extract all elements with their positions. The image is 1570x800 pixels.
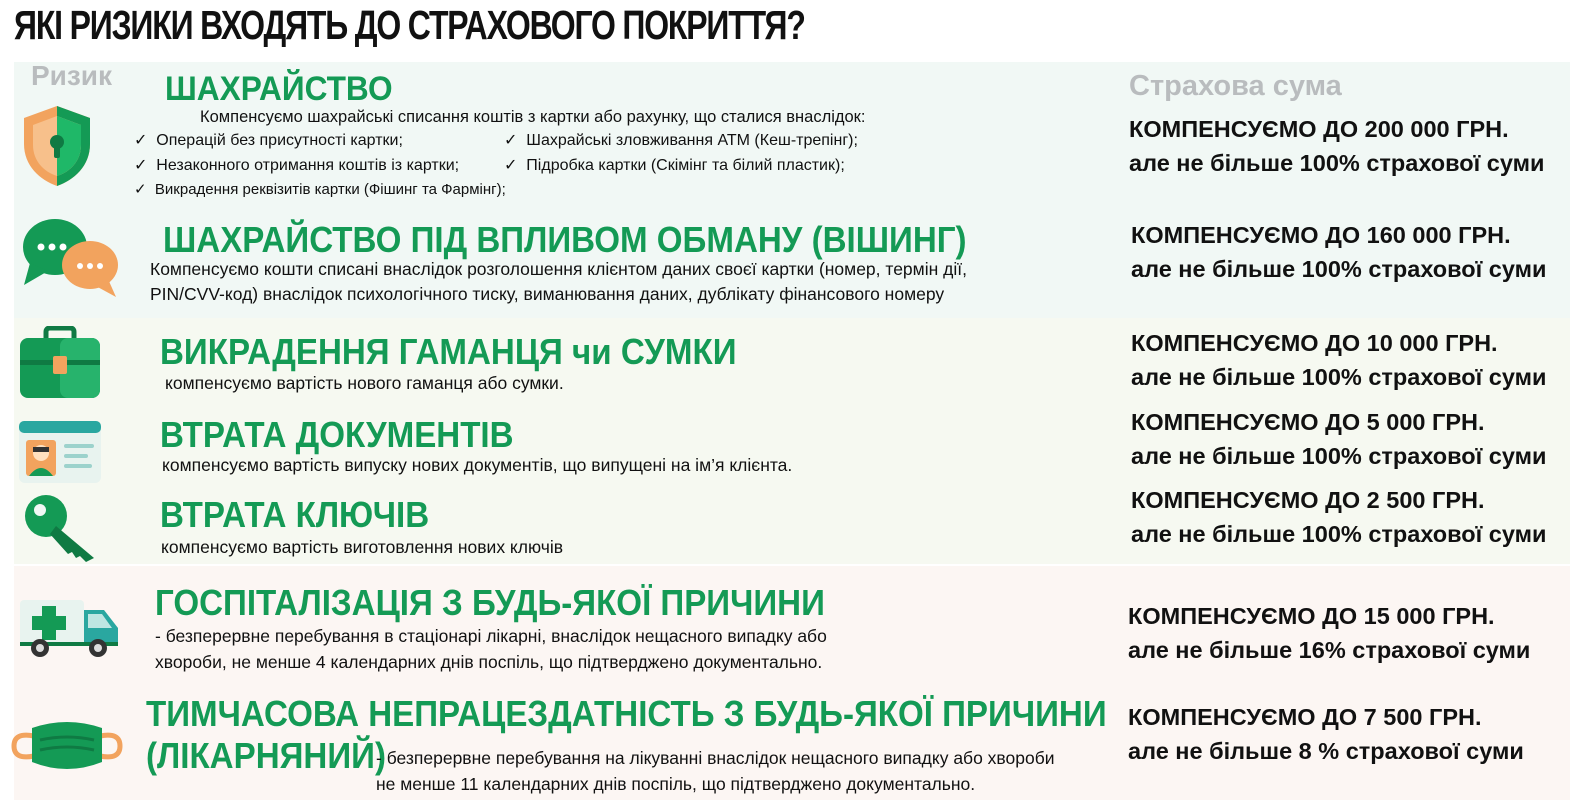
risk-title-sick-leave-2: (ЛІКАРНЯНИЙ) [146, 735, 386, 776]
risk-title-fraud: ШАХРАЙСТВО [165, 70, 393, 108]
list-item: ✓ Шахрайські зловживання АТМ (Кеш-трепінг); [504, 132, 858, 149]
risk-amount-keys: КОМПЕНСУЄМО ДО 2 500 ГРН. але не більше 100% страхової суми [1131, 487, 1547, 547]
risk-title-wallet: ВИКРАДЕННЯ ГАМАНЦЯ чи СУМКИ [160, 331, 737, 372]
risk-amount-sick-leave: КОМПЕНСУЄМО ДО 7 500 ГРН. але не більше 8 % страхової суми [1128, 704, 1524, 764]
list-item: ✓ Операцій без присутності картки; [134, 132, 403, 149]
risk-title-keys: ВТРАТА КЛЮЧІВ [160, 494, 430, 535]
risk-amount-wallet: КОМПЕНСУЄМО ДО 10 000 ГРН. але не більше 100% страхової суми [1131, 330, 1547, 390]
list-item: ✓ Викрадення реквізитів картки (Фішинг та Фармінг); [134, 181, 506, 198]
risk-desc-sick-leave: - безперервне перебування на лікуванні внаслідок нещасного випадку або хвороби не менше 11 календарних днів поспіль, що підтверджено документально. [376, 748, 1055, 794]
risk-desc-vishing: Компенсуємо кошти списані внаслідок розголошення клієнтом даних своєї картки (номер, термін дії, PIN/CVV-код) внаслідок психологічного тиску, виманювання даних, дублікату фінансового номеру [150, 259, 967, 304]
risk-title-sick-leave: ТИМЧАСОВА НЕПРАЦЕЗДАТНІСТЬ З БУДЬ-ЯКОЇ ПРИЧИНИ [146, 693, 1107, 734]
page-title: ЯКІ РИЗИКИ ВХОДЯТЬ ДО СТРАХОВОГО ПОКРИТТЯ? [14, 2, 805, 48]
risk-amount-vishing: КОМПЕНСУЄМО ДО 160 000 ГРН. але не більше 100% страхової суми [1131, 222, 1547, 282]
risk-intro-fraud: Компенсуємо шахрайські списання коштів з картки або рахунку, що сталися внаслідок: [200, 108, 866, 126]
list-item: ✓ Незаконного отримання коштів із картки; [134, 157, 460, 174]
risk-title-documents: ВТРАТА ДОКУМЕНТІВ [160, 414, 514, 455]
key-icon [24, 494, 98, 562]
checkmark-icon: ✓ [134, 157, 148, 174]
id-card-icon [18, 420, 102, 484]
risk-desc-hospitalization: - безперервне перебування в стаціонарі лікарні, внаслідок нещасного випадку або хвороби, не менше 4 календарних днів поспіль, що підтверджено документально. [155, 626, 827, 672]
risk-desc-keys: компенсуємо вартість виготовлення нових ключів [161, 537, 564, 557]
risk-desc-wallet: компенсуємо вартість нового гаманця або сумки. [165, 373, 564, 393]
checkmark-icon: ✓ [504, 157, 518, 174]
column-header-sum: Страхова сума [1129, 70, 1342, 102]
medical-mask-icon [10, 718, 124, 774]
risk-amount-hospitalization: КОМПЕНСУЄМО ДО 15 000 ГРН. але не більше 16% страхової суми [1128, 603, 1531, 663]
risk-amount-documents: КОМПЕНСУЄМО ДО 5 000 ГРН. але не більше 100% страхової суми [1131, 409, 1547, 469]
risk-title-vishing: ШАХРАЙСТВО ПІД ВПЛИВОМ ОБМАНУ (ВІШИНГ) [163, 219, 967, 260]
column-header-risk: Ризик [31, 60, 113, 91]
risk-desc-documents: компенсуємо вартість випуску нових документів, що випущені на ім’я клієнта. [162, 455, 793, 475]
wallet-bag-icon [18, 326, 102, 400]
list-item: ✓ Підробка картки (Скімінг та білий пластик); [504, 157, 845, 174]
checkmark-icon: ✓ [134, 132, 148, 149]
checkmark-icon: ✓ [134, 181, 147, 198]
risk-amount-fraud: КОМПЕНСУЄМО ДО 200 000 ГРН. але не більше 100% страхової суми [1129, 116, 1545, 176]
security-shield-icon [22, 104, 92, 188]
chat-bubbles-icon [22, 215, 120, 299]
ambulance-icon [18, 598, 120, 658]
risk-title-hospitalization: ГОСПІТАЛІЗАЦІЯ З БУДЬ-ЯКОЇ ПРИЧИНИ [155, 582, 825, 623]
checkmark-icon: ✓ [504, 132, 518, 149]
